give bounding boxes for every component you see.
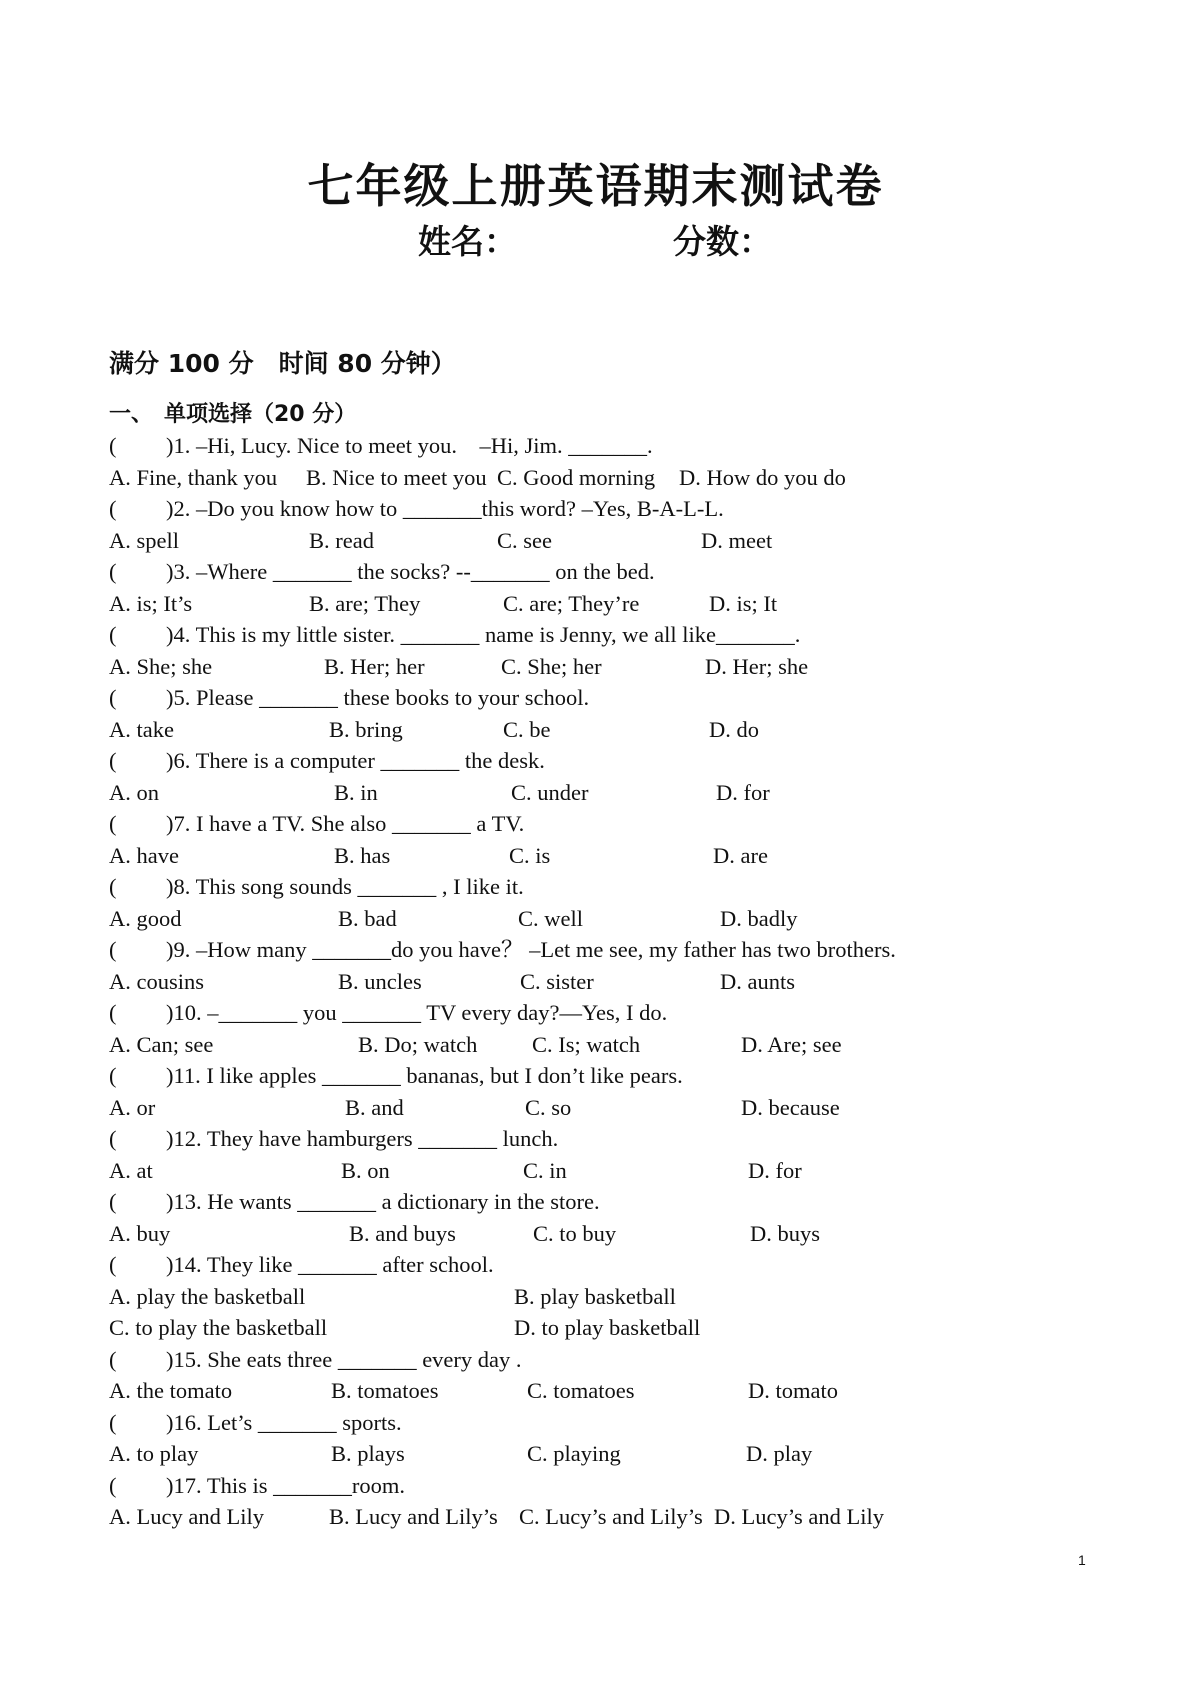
options-row bbox=[109, 840, 1109, 872]
option: B. bad bbox=[338, 905, 397, 931]
question-text: )15. She eats three _______ every day . bbox=[166, 1346, 522, 1372]
option: A. on bbox=[109, 779, 159, 805]
option: A. have bbox=[109, 842, 179, 868]
option: B. and bbox=[345, 1094, 404, 1120]
question-list bbox=[109, 430, 1109, 1533]
option: B. and buys bbox=[349, 1220, 456, 1246]
option: D. play bbox=[746, 1441, 813, 1466]
option: C. so bbox=[525, 1094, 572, 1120]
option: B. bring bbox=[329, 716, 403, 742]
answer-bracket[interactable]: ( bbox=[109, 1252, 117, 1277]
option: D. are bbox=[713, 842, 768, 868]
question-row bbox=[109, 1249, 1109, 1281]
options-row bbox=[109, 462, 1109, 494]
option: B. uncles bbox=[338, 968, 422, 994]
question-text: )17. This is _______room. bbox=[166, 1472, 405, 1498]
exam-title: 七年级上册英语期末测试卷 bbox=[307, 159, 884, 213]
options-row bbox=[109, 1375, 1109, 1407]
option: A. at bbox=[109, 1157, 153, 1183]
option: D. tomato bbox=[748, 1378, 838, 1403]
question-text: )8. This song sounds _______ , I like it. bbox=[166, 874, 524, 899]
option: C. Good morning bbox=[497, 464, 656, 490]
answer-bracket[interactable]: ( bbox=[109, 811, 117, 836]
option: A. take bbox=[109, 716, 174, 742]
question-text: )11. I like apples _______ bananas, but I don’t like pears. bbox=[166, 1063, 683, 1088]
answer-bracket[interactable]: ( bbox=[109, 748, 117, 773]
answer-bracket[interactable]: ( bbox=[109, 1409, 117, 1435]
option: B. plays bbox=[331, 1441, 405, 1466]
option: D. Her; she bbox=[705, 653, 809, 679]
option: B. on bbox=[341, 1157, 390, 1183]
options-row bbox=[109, 1438, 1109, 1470]
answer-bracket[interactable]: ( bbox=[109, 1189, 117, 1214]
option: A. cousins bbox=[109, 968, 204, 994]
option: C. well bbox=[518, 905, 583, 931]
question-row bbox=[109, 1407, 1109, 1439]
question-text: )13. He wants _______ a dictionary in the store. bbox=[166, 1189, 600, 1214]
question-text: )5. Please _______ these books to your school. bbox=[166, 685, 590, 710]
question-row bbox=[109, 1123, 1109, 1155]
option: C. to play the basketball bbox=[109, 1315, 328, 1340]
score-label: 分数： bbox=[673, 222, 772, 261]
options-row bbox=[109, 1218, 1109, 1250]
option: A. buy bbox=[109, 1220, 171, 1246]
option: D. aunts bbox=[720, 968, 795, 994]
student-info-row bbox=[0, 216, 1191, 266]
question-text: )1. –Hi, Lucy. Nice to meet you. –Hi, Jim. _______. bbox=[166, 433, 653, 458]
option: D. is; It bbox=[709, 590, 778, 616]
section-heading: 一、 单项选择（20 分） bbox=[109, 402, 357, 427]
option: C. She; her bbox=[501, 653, 602, 679]
option: C. are; They’re bbox=[503, 590, 640, 616]
option: A. She; she bbox=[109, 653, 213, 679]
option: B. has bbox=[334, 842, 391, 868]
exam-meta: 满分 100 分 时间 80 分钟） bbox=[109, 349, 456, 378]
option: A. to play bbox=[109, 1441, 199, 1466]
question-row bbox=[109, 682, 1109, 714]
name-label: 姓名： bbox=[418, 222, 517, 261]
answer-bracket[interactable]: ( bbox=[109, 874, 117, 899]
option: C. in bbox=[523, 1157, 567, 1183]
question-row bbox=[109, 997, 1109, 1029]
option: C. sister bbox=[520, 968, 594, 994]
option: C. tomatoes bbox=[527, 1378, 635, 1403]
options-row bbox=[109, 525, 1109, 557]
options-row bbox=[109, 903, 1109, 935]
question-row bbox=[109, 934, 1109, 966]
question-text: )9. –How many _______do you have？ –Let me see, my father has two brothers. bbox=[166, 937, 896, 962]
question-text: )12. They have hamburgers _______ lunch. bbox=[166, 1126, 559, 1151]
question-row bbox=[109, 1186, 1109, 1218]
options-row bbox=[109, 966, 1109, 998]
option: A. spell bbox=[109, 527, 179, 553]
question-row bbox=[109, 493, 1109, 525]
options-row bbox=[109, 777, 1109, 809]
answer-bracket[interactable]: ( bbox=[109, 622, 117, 647]
option: C. under bbox=[511, 779, 589, 805]
option: D. for bbox=[716, 779, 770, 805]
question-text: )16. Let’s _______ sports. bbox=[166, 1409, 402, 1435]
option: C. Lucy’s and Lily’s bbox=[519, 1504, 703, 1529]
answer-bracket[interactable]: ( bbox=[109, 559, 117, 584]
option: B. Lucy and Lily’s bbox=[329, 1504, 498, 1529]
option: A. play the basketball bbox=[109, 1283, 306, 1309]
option: C. to buy bbox=[533, 1220, 617, 1246]
answer-bracket[interactable]: ( bbox=[109, 685, 117, 710]
option: D. for bbox=[748, 1157, 802, 1183]
question-text: )7. I have a TV. She also _______ a TV. bbox=[166, 811, 525, 836]
option: B. read bbox=[309, 527, 374, 553]
option: B. play basketball bbox=[514, 1283, 676, 1309]
option: A. Lucy and Lily bbox=[109, 1504, 264, 1529]
options-row bbox=[109, 651, 1109, 683]
option: A. Fine, thank you bbox=[109, 464, 278, 490]
question-row bbox=[109, 1470, 1109, 1502]
page-number: 1 bbox=[1078, 1552, 1086, 1568]
option: C. Is; watch bbox=[532, 1031, 641, 1057]
question-row bbox=[109, 619, 1109, 651]
question-text: )3. –Where _______ the socks? --_______ on the bed. bbox=[166, 559, 655, 584]
option: B. Nice to meet you bbox=[306, 464, 487, 490]
answer-bracket[interactable]: ( bbox=[109, 433, 117, 458]
option: A. or bbox=[109, 1094, 156, 1120]
option: A. good bbox=[109, 905, 182, 931]
option: D. How do you do bbox=[679, 464, 846, 490]
question-text: )6. There is a computer _______ the desk. bbox=[166, 748, 545, 773]
option: B. are; They bbox=[309, 590, 421, 616]
question-row bbox=[109, 430, 1109, 462]
answer-bracket[interactable]: ( bbox=[109, 1472, 117, 1498]
question-row bbox=[109, 745, 1109, 777]
option: B. Do; watch bbox=[358, 1031, 478, 1057]
answer-bracket[interactable]: ( bbox=[109, 1063, 117, 1088]
question-text: )2. –Do you know how to _______this word? –Yes, B-A-L-L. bbox=[166, 496, 724, 521]
option: B. tomatoes bbox=[331, 1378, 439, 1403]
question-row bbox=[109, 1060, 1109, 1092]
options-row bbox=[109, 588, 1109, 620]
options-row bbox=[109, 1029, 1109, 1061]
question-text: )4. This is my little sister. _______ name is Jenny, we all like_______. bbox=[166, 622, 801, 647]
option: D. do bbox=[709, 716, 759, 742]
question-row bbox=[109, 1344, 1109, 1376]
answer-bracket[interactable]: ( bbox=[109, 1000, 117, 1025]
question-row bbox=[109, 871, 1109, 903]
option: D. to play basketball bbox=[514, 1315, 701, 1340]
answer-bracket[interactable]: ( bbox=[109, 1126, 117, 1151]
option: D. Are; see bbox=[741, 1031, 842, 1057]
options-row bbox=[109, 1281, 1109, 1313]
option: D. Lucy’s and Lily bbox=[714, 1504, 884, 1529]
option: B. in bbox=[334, 779, 378, 805]
option: D. badly bbox=[720, 905, 798, 931]
option: A. the tomato bbox=[109, 1378, 233, 1403]
option: C. is bbox=[509, 842, 551, 868]
options-row bbox=[109, 1092, 1109, 1124]
option: D. buys bbox=[750, 1220, 821, 1246]
options-row bbox=[109, 1501, 1109, 1533]
question-row bbox=[109, 556, 1109, 588]
options-row bbox=[109, 1312, 1109, 1344]
option: D. because bbox=[741, 1094, 840, 1120]
options-row bbox=[109, 1155, 1109, 1187]
option: A. is; It’s bbox=[109, 590, 193, 616]
option: A. Can; see bbox=[109, 1031, 214, 1057]
option: C. be bbox=[503, 716, 551, 742]
answer-bracket[interactable]: ( bbox=[109, 937, 117, 962]
option: C. see bbox=[497, 527, 552, 553]
option: C. playing bbox=[527, 1441, 621, 1466]
answer-bracket[interactable]: ( bbox=[109, 1346, 117, 1372]
option: B. Her; her bbox=[324, 653, 425, 679]
options-row bbox=[109, 714, 1109, 746]
question-text: )14. They like _______ after school. bbox=[166, 1252, 494, 1277]
question-row bbox=[109, 808, 1109, 840]
question-text: )10. –_______ you _______ TV every day?—Yes, I do. bbox=[166, 1000, 668, 1025]
option: D. meet bbox=[701, 527, 773, 553]
answer-bracket[interactable]: ( bbox=[109, 496, 117, 521]
